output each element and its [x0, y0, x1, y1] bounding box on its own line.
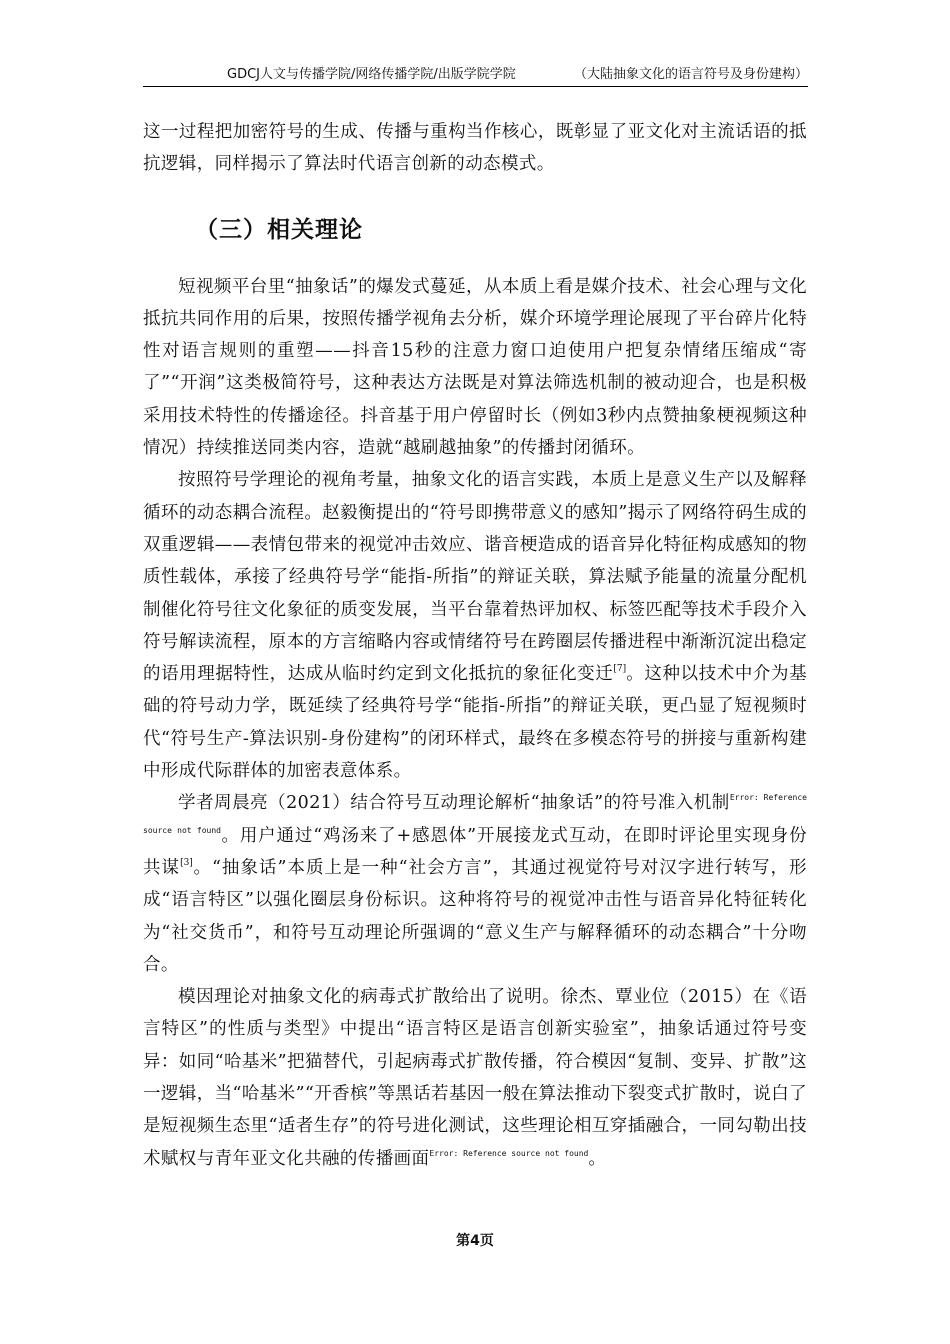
page-number: 第4页: [456, 1233, 494, 1249]
header-rule: [143, 86, 808, 87]
citation-7: [7]: [613, 664, 627, 675]
header-institution: GDCJ人文与传播学院/网络传播学院/出版学院学院: [227, 67, 516, 82]
paragraph-semiotics-text-2: 。这种以技术中介为基础的符号动力学，既延续了经典符号学“能指-所指”的辩证关联，更凸显了短视频时代“符号生产-算法识别-身份建构”的闭环样式，最终在多模态符号的拼接与重新构建中形成代际群体的加密表意体系。: [143, 664, 807, 782]
reference-error-note: Error: Reference source not found: [143, 793, 807, 835]
lead-paragraph: 这一过程把加密符号的生成、传播与重构当作核心，既彰显了亚文化对主流话语的抵抗逻辑，同样揭示了算法时代语言创新的动态模式。: [143, 122, 807, 175]
paragraph-symbolic-text-3: 。“抽象话”本质上是一种“社会方言”，其通过视觉符号对汉字进行转写，形成“语言特区”以强化圈层身份标识。这种将符号的视觉冲击性与语音异化特征转化为“社交货币”，和符号互动理论所强调的“意义生产与解释循环的动态耦合”十分吻合。: [143, 857, 807, 975]
page-body: [143, 116, 807, 1175]
paragraph-semiotics: [143, 464, 807, 787]
paragraph-meme-theory: [143, 981, 807, 1175]
paragraph-symbolic-interaction: [143, 787, 807, 981]
running-header: [143, 66, 808, 84]
citation-3: [3]: [180, 857, 193, 868]
paragraph-meme-text-2: 。: [588, 1148, 607, 1169]
paragraph-meme-text-1: 模因理论对抽象文化的病毒式扩散给出了说明。徐杰、覃业位（2015）在《语言特区”的性质与类型》中提出“语言特区是语言创新实验室”，抽象话通过符号变异：如同“哈基米”把猫替代，引起病毒式扩散传播，符合模因“复制、变异、扩散”这一逻辑，当“哈基米”“开香槟”等黑话若基因一般在算法推动下裂变式扩散时，说白了是短视频生态里“适者生存”的符号进化测试，这些理论相互穿插融合，一同勾勒出技术赋权与青年亚文化共融的传播画面: [143, 987, 807, 1169]
reference-error-note-2: Error: Reference source not found: [429, 1148, 589, 1158]
paragraph-symbolic-text-2: 。用户通过“鸡汤来了+感恩体”开展接龙式互动，在即时评论里实现身份共谋: [143, 825, 808, 878]
paragraph-symbolic-text-1: 学者周晨亮（2021）结合符号互动理论解析“抽象话”的符号准入机制: [178, 793, 730, 814]
paragraph-semiotics-text-1: 按照符号学理论的视角考量，抽象文化的语言实践，本质上是意义生产以及解释循环的动态耦合流程。赵毅衡提出的“符号即携带意义的感知”揭示了网络符码生成的双重逻辑——表情包带来的视觉冲击效应、谐音梗造成的语音异化特征构成感知的物质性载体，承接了经典符号学“能指-所指”的辩证关联，算法赋予能量的流量分配机制催化符号往文化象征的质变发展，当平台靠着热评加权、标签匹配等技术手段介入符号解读流程，原本的方言缩略内容或情绪符号在跨圈层传播进程中渐渐沉淀出稳定的语用理据特性，达成从临时约定到文化抵抗的象征化变迁: [143, 470, 807, 685]
paragraph-media-ecology: 短视频平台里“抽象话”的爆发式蔓延，从本质上看是媒介技术、社会心理与文化抵抗共同作用的后果，按照传播学视角去分析，媒介环境学理论展现了平台碎片化特性对语言规则的重塑——抖音15秒的注意力窗口迫使用户把复杂情绪压缩成“寄了”“开润”这类极简符号，这种表达方法既是对算法筛选机制的被动迎合，也是积极采用技术特性的传播途径。抖音基于用户停留时长（例如3秒内点赞抽象梗视频这种情况）持续推送同类内容，造就“越刷越抽象”的传播封闭循环。: [143, 276, 807, 459]
header-thesis-title: （大陆抽象文化的语言符号及身份建构）: [573, 67, 808, 82]
section-heading: （三）相关理论: [195, 216, 363, 243]
